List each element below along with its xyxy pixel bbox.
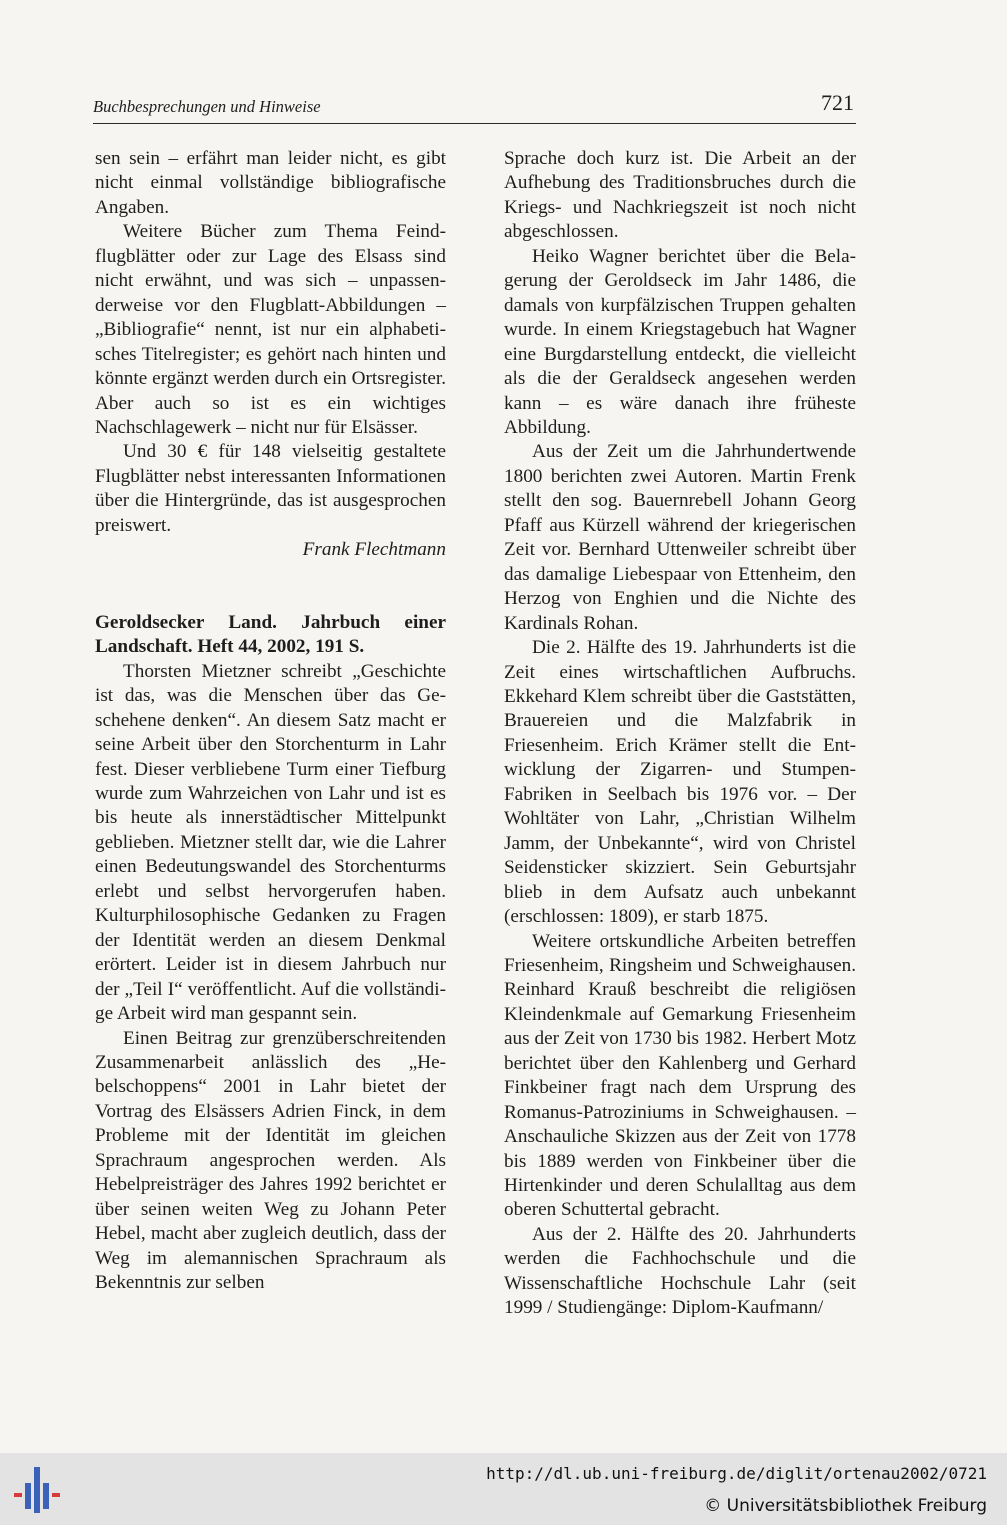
- paragraph: Und 30 € für 148 vielseitig gestaltete Flugblätter nebst interessanten Informationen über die Hintergründe, das ist ausgesprochen preiswert.: [95, 441, 446, 536]
- digital-library-footer: [0, 1453, 1007, 1525]
- review-heading: Geroldsecker Land. Jahrbuch einer Landschaft. Heft 44, 2002, 191 S.: [95, 611, 446, 658]
- paragraph: Thorsten Mietzner schreibt „Geschichte ist das, was die Menschen über das Geschehene denken“. An diesem Satz macht er seine Arbeit über den Storchenturm in Lahr fest. Dieser verbliebene Turm einer Tiefburg wurde zum Wahrzeichen von Lahr und ist es bis heute als innerstädtischer Mittelpunkt geblieben. Mietzner stellt dar, wie die Lahrer einen Bedeutungswandel des Storchenturms erlebt und selbst hervorgerufen haben. Kulturphilosophische Gedanken zu Fragen der Identität werden an diesem Denkmal erörtert. Leider ist in diesem Jahrbuch nur der „Teil I“ veröffentlicht. Auf die vollständige Arbeit wird man gespannt sein.: [95, 660, 446, 1025]
- paragraph: Sprache doch kurz ist. Die Arbeit an der Aufhebung des Traditionsbruches durch die Kriegs- und Nachkriegszeit ist noch nicht abgeschlossen.: [504, 148, 856, 243]
- paragraph: Aus der 2. Hälfte des 20. Jahrhunderts werden die Fachhochschule und die Wissenschaftliche Hochschule Lahr (seit 1999 / Studiengänge: Diplom-Kaufmann/: [504, 1223, 856, 1319]
- right-column: [504, 147, 856, 1321]
- review-signature: Frank Flechtmann: [302, 539, 446, 561]
- paragraph: sen sein – erfährt man leider nicht, es gibt nicht einmal vollständige bibliografische Angaben.: [95, 148, 446, 218]
- paragraph: Die 2. Hälfte des 19. Jahrhunderts ist die Zeit eines wirtschaftlichen Aufbruchs. Ekkehard Klem schreibt über die Gaststätten, Brauereien und die Malzfabrik in Friesenheim. Erich Krämer stellt die Entwicklung der Zigarren- und Stumpen-Fabriken in Seelbach bis 1976 vor. – Der Wohltäter von Lahr, „Christian Wilhelm Jamm, der Unbekannte“, wird von Christel Seidensticker skizziert. Sein Geburtsjahr blieb in dem Aufsatz auch unbekannt (erschlossen: 1809), er starb 1875.: [504, 637, 856, 928]
- page-number: 721: [821, 90, 854, 115]
- paragraph: Aus der Zeit um die Jahrhundertwende 1800 berichten zwei Autoren. Martin Frenk stellt den sog. Bauernrebell Johann Georg Pfaff aus Kürzell während der kriegerischen Zeit vor. Bernhard Uttenweiler schreibt über das damalige Liebespaar von Ettenheim, den Herzog von Enghien und die Nichte des Kardinals Rohan.: [504, 441, 856, 634]
- section-title: Buchbesprechungen und Hinweise: [93, 97, 321, 116]
- ub-freiburg-logo-icon: [12, 1461, 64, 1517]
- paragraph: Weitere ortskundliche Arbeiten betreffen Friesenheim, Ringsheim und Schweighausen. Reinhard Krauß beschreibt die religiösen Kleindenkmale auf Gemarkung Friesenheim aus der Zeit von 1730 bis 1982. Herbert Motz berichtet über den Kahlenberg und Gerhard Finkbeiner fragt nach dem Ursprung des Romanus-Patroziniums in Schweighausen. – Anschauliche Skizzen aus der Zeit von 1778 bis 1889 werden von Finkbeiner über die Hirtenkinder und deren Schulalltag aus dem oberen Schuttertal gebracht.: [504, 930, 856, 1221]
- paragraph: Weitere Bücher zum Thema Feindflugblätter oder zur Lage des Elsass sind nicht erwähnt, und was sich – unpassenderweise vor den Flugblatt-Abbildungen – „Bibliografie“ nennt, ist nur ein alphabetisches Titelregister; es gehört nach hinten und könnte ergänzt werden durch ein Ortsregister. Aber auch so ist es ein wichtiges Nachschlagewerk – nicht nur für Elsässer.: [95, 221, 446, 438]
- running-head: [93, 90, 856, 124]
- left-column: [95, 147, 446, 1295]
- copyright-notice: © Universitätsbibliothek Freiburg: [704, 1496, 987, 1516]
- source-url-link[interactable]: http://dl.ub.uni-freiburg.de/diglit/ortenau2002/0721: [486, 1464, 987, 1483]
- paragraph: Heiko Wagner berichtet über die Belagerung der Geroldseck im Jahr 1486, die damals von kurpfälzischen Truppen gehalten wurde. In einem Kriegstagebuch hat Wagner eine Burgdarstellung entdeckt, die vielleicht als die der Geraldseck angesehen werden kann – es wäre danach ihre früheste Abbildung.: [504, 245, 856, 438]
- paragraph: Einen Beitrag zur grenzüberschreitenden Zusammenarbeit anlässlich des „Hebelschoppens“ 2001 in Lahr bietet der Vortrag des Elsässers Adrien Finck, in dem Probleme mit der Identität im gleichen Sprachraum angesprochen werden. Als Hebelpreisträger des Jahres 1992 berichtet er über seinen weiten Weg zu Johann Peter Hebel, macht aber zugleich deutlich, dass der Weg im alemannischen Sprachraum als Bekenntnis zur selben: [95, 1027, 446, 1294]
